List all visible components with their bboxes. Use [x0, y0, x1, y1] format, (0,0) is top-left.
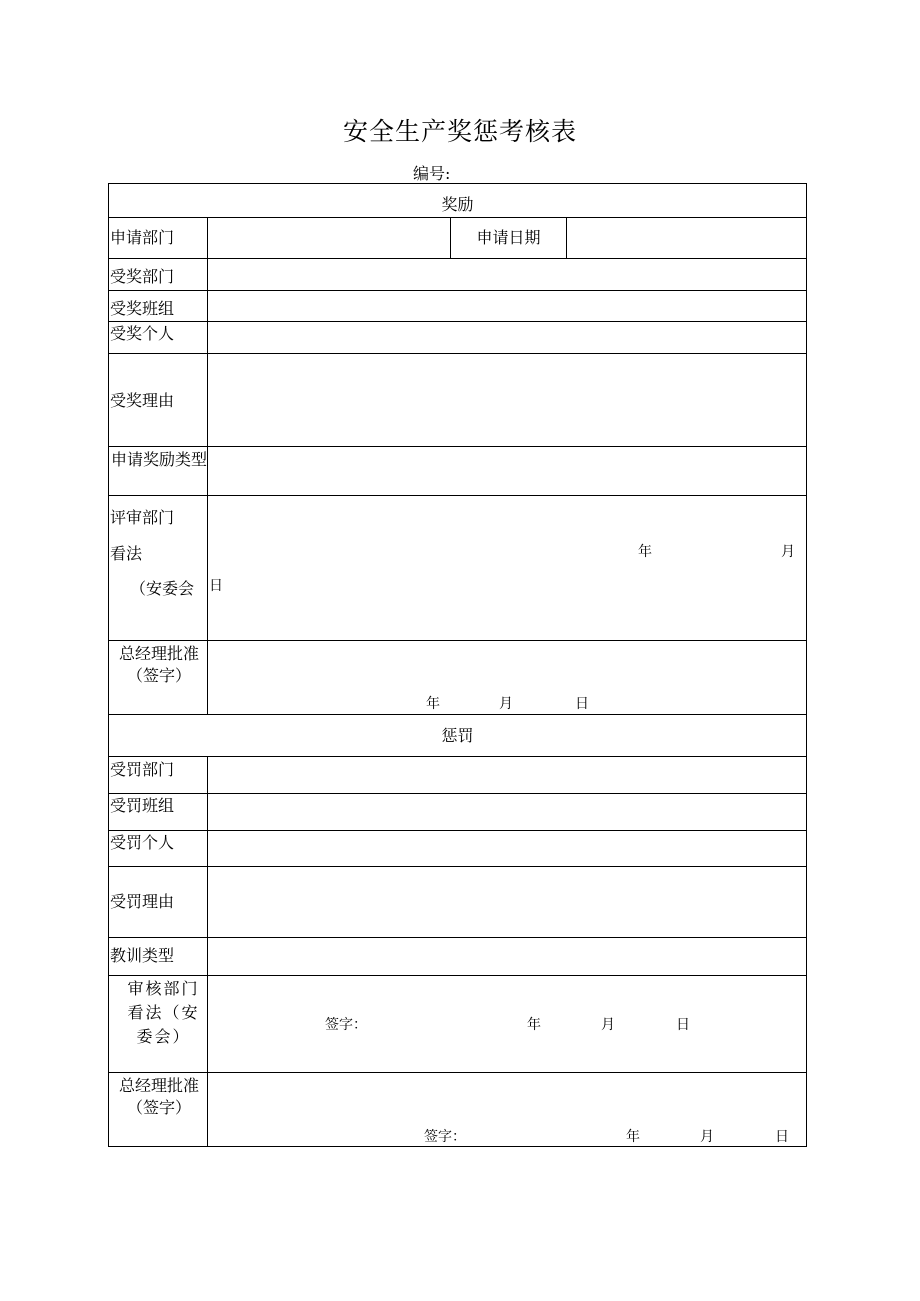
apply-dept-field[interactable]: [208, 218, 450, 258]
review-month: 月: [781, 544, 795, 560]
reward-dept-field[interactable]: [208, 259, 806, 290]
reward-reason-field[interactable]: [208, 354, 806, 446]
reward-type-label: 申请奖励类型: [111, 450, 208, 469]
penalty-gm-approval-field[interactable]: [208, 1073, 806, 1146]
penalty-person-field[interactable]: [208, 831, 806, 866]
apply-dept-label: 申请部门: [110, 228, 175, 247]
audit-dept-opinion-label: 审核部门看法（安委会）: [127, 979, 200, 1046]
apply-date-field[interactable]: [567, 218, 806, 258]
penalty-person-label: 受罚个人: [110, 833, 175, 852]
penalty-gm-day: 日: [775, 1129, 789, 1145]
reward-reason-label: 受奖理由: [110, 391, 175, 410]
row-line: [108, 183, 807, 184]
penalty-team-label: 受罚班组: [110, 796, 175, 815]
review-dept-label-line1: 评审部门: [110, 508, 175, 527]
penalty-gm-approval-label: 总经理批准（签字）: [118, 1076, 199, 1117]
reward-gm-year: 年: [426, 696, 440, 712]
review-dept-label-line3: （安委会: [130, 579, 195, 598]
audit-year: 年: [527, 1017, 541, 1033]
reward-type-field[interactable]: [208, 447, 806, 495]
audit-dept-opinion-field[interactable]: [208, 976, 806, 1072]
lesson-type-label: 教训类型: [110, 946, 175, 965]
penalty-section-title: 惩罚: [441, 726, 474, 745]
penalty-dept-field[interactable]: [208, 757, 806, 793]
reward-person-field[interactable]: [208, 322, 806, 353]
reward-team-field[interactable]: [208, 291, 806, 321]
review-opinion-field[interactable]: [208, 496, 806, 640]
audit-sign-label: 签字：: [325, 1017, 367, 1033]
apply-date-label: 申请日期: [476, 228, 541, 247]
form-title: 安全生产奖惩考核表: [342, 117, 577, 146]
row-line: [108, 714, 807, 715]
penalty-gm-sign-label: 签字：: [424, 1129, 466, 1145]
penalty-gm-year: 年: [626, 1129, 640, 1145]
penalty-gm-month: 月: [700, 1129, 714, 1145]
audit-month: 月: [601, 1017, 615, 1033]
reward-gm-day: 日: [575, 696, 589, 712]
reward-team-label: 受奖班组: [110, 299, 175, 318]
penalty-reason-label: 受罚理由: [110, 892, 175, 911]
audit-day: 日: [676, 1017, 690, 1033]
reward-dept-label: 受奖部门: [110, 267, 175, 286]
review-year: 年: [638, 544, 652, 560]
review-day: 日: [209, 578, 223, 594]
reward-person-label: 受奖个人: [110, 324, 175, 343]
lesson-type-field[interactable]: [208, 938, 806, 975]
serial-number-label: 编号:: [413, 164, 451, 183]
penalty-reason-field[interactable]: [208, 867, 806, 937]
review-dept-label-line2: 看法: [110, 544, 143, 563]
reward-gm-approval-label: 总经理批准（签字）: [118, 644, 199, 685]
penalty-team-field[interactable]: [208, 794, 806, 830]
penalty-dept-label: 受罚部门: [110, 760, 175, 779]
reward-section-title: 奖励: [441, 195, 474, 214]
reward-gm-month: 月: [499, 696, 513, 712]
table-border-right: [806, 183, 807, 1147]
